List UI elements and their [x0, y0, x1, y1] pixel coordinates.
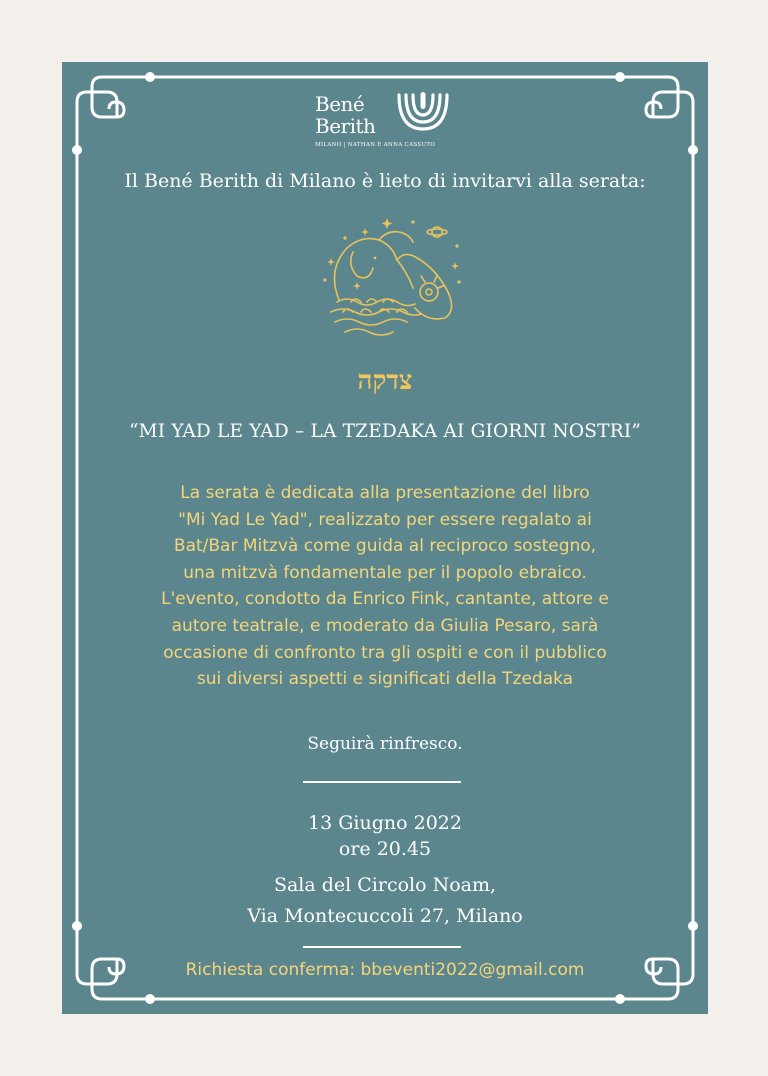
event-date: 13 Giugno 2022	[308, 812, 462, 834]
description-line: "Mi Yad Le Yad", realizzato per essere regalato ai	[178, 509, 592, 530]
description-line: sui diversi aspetti e significati della Tzedaka	[196, 669, 574, 690]
event-title: “MI YAD LE YAD – LA TZEDAKA AI GIORNI NOSTRI”	[129, 421, 641, 442]
description-line: L'evento, condotto da Enrico Fink, cantante, attore e	[161, 589, 609, 610]
event-time: ore 20.45	[338, 838, 432, 860]
divider	[303, 946, 461, 948]
divider	[303, 781, 461, 783]
description-line: una mitzvà fondamentale per il popolo ebraico.	[183, 562, 587, 583]
description-line: La serata è dedicata alla presentazione del libro	[180, 483, 590, 503]
event-description	[102, 480, 668, 693]
description-line: occasione di confronto tra gli ospiti e con il pubblico	[163, 642, 607, 663]
description-line: autore teatrale, e moderato da Giulia Pesaro, sarà	[171, 615, 599, 636]
menorah-icon	[395, 89, 451, 137]
aquarius-jug-icon	[317, 210, 467, 345]
event-venue: Sala del Circolo Noam,	[273, 874, 497, 896]
refreshment-note: Seguirà rinfresco.	[307, 734, 463, 754]
hebrew-tzedaka: צדקה	[357, 366, 413, 396]
rsvp-email: Richiesta conferma: bbeventi2022@gmail.com	[185, 960, 585, 980]
bene-berith-logo	[315, 89, 465, 159]
description-line: Bat/Bar Mitzvà come guida al reciproco sostegno,	[173, 536, 597, 557]
intro-text: Il Bené Berith di Milano è lieto di invitarvi alla serata:	[124, 170, 646, 192]
logo-subtitle: MILANO | NATHAN E ANNA CASSUTO	[315, 142, 436, 148]
event-address: Via Montecuccoli 27, Milano	[247, 905, 523, 927]
logo-wordmark: Bené Berith	[315, 92, 376, 138]
invitation-card	[62, 62, 708, 1014]
